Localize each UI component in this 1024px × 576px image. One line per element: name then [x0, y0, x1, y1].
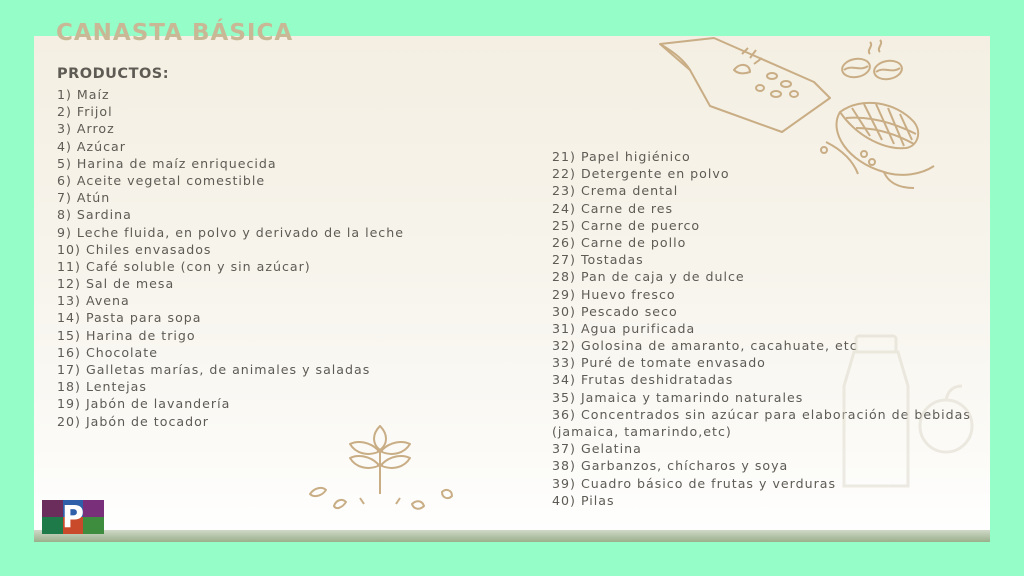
list-item: 38) Garbanzos, chícharos y soya: [552, 458, 789, 474]
milk-bottle-icon: [834, 326, 984, 496]
list-item: 15) Harina de trigo: [57, 327, 196, 343]
list-item: 12) Sal de mesa: [57, 276, 175, 292]
logo-letter: P: [62, 499, 84, 535]
content-card: [34, 20, 990, 542]
list-item: 4) Azúcar: [57, 138, 126, 154]
list-item: 6) Aceite vegetal comestible: [57, 172, 266, 188]
list-item: 14) Pasta para sopa: [57, 310, 202, 326]
list-item: 9) Leche fluida, en polvo y derivado de la leche: [57, 224, 404, 240]
products-list-left: [57, 86, 404, 430]
corn-icon: [818, 92, 938, 192]
list-item: 34) Frutas deshidratadas: [552, 372, 734, 388]
list-item: 2) Frijol: [57, 104, 113, 120]
list-item: 7) Atún: [57, 190, 111, 206]
list-item: 23) Crema dental: [552, 183, 679, 199]
list-item: 8) Sardina: [57, 207, 132, 223]
list-item: 39) Cuadro básico de frutas y verduras: [552, 475, 837, 491]
list-item: 22) Detergente en polvo: [552, 166, 730, 182]
list-item: 40) Pilas: [552, 492, 615, 508]
list-item: 33) Puré de tomate envasado: [552, 355, 766, 371]
list-item: 19) Jabón de lavandería: [57, 396, 231, 412]
list-item: 37) Gelatina: [552, 441, 642, 457]
grain-sack-icon: [654, 36, 834, 136]
list-item: 36) Concentrados sin azúcar para elaboración de bebidas (jamaica, tamarindo,etc): [552, 406, 971, 440]
list-item: 25) Carne de puerco: [552, 217, 701, 233]
list-item: 24) Carne de res: [552, 200, 674, 216]
list-item: 31) Agua purificada: [552, 320, 696, 336]
list-item: 29) Huevo fresco: [552, 286, 676, 302]
list-item: 11) Café soluble (con y sin azúcar): [57, 258, 311, 274]
products-heading: PRODUCTOS:: [57, 66, 170, 82]
list-item: 35) Jamaica y tamarindo naturales: [552, 389, 804, 405]
list-item: 21) Papel higiénico: [552, 149, 691, 164]
list-item: 13) Avena: [57, 293, 130, 309]
list-item: 26) Carne de pollo: [552, 234, 687, 250]
list-item: 30) Pescado seco: [552, 303, 678, 319]
list-item: 17) Galletas marías, de animales y saladas: [57, 362, 371, 377]
wheat-icon: [304, 422, 454, 512]
list-item: 1) Maíz: [57, 87, 110, 102]
list-item: 27) Tostadas: [552, 252, 644, 268]
list-item: 20) Jabón de tocador: [57, 413, 209, 429]
page-title: CANASTA BÁSICA: [56, 20, 294, 46]
list-item: 18) Lentejas: [57, 379, 147, 395]
list-item: 16) Chocolate: [57, 344, 158, 360]
list-item: 3) Arroz: [57, 121, 115, 137]
list-item: 5) Harina de maíz enriquecida: [57, 155, 277, 171]
coffee-beans-icon: [834, 38, 914, 88]
list-item: 10) Chiles envasados: [57, 241, 212, 257]
list-item: 32) Golosina de amaranto, cacahuate, etc: [552, 338, 858, 354]
footer-band: [34, 530, 990, 542]
list-item: 28) Pan de caja y de dulce: [552, 269, 745, 285]
